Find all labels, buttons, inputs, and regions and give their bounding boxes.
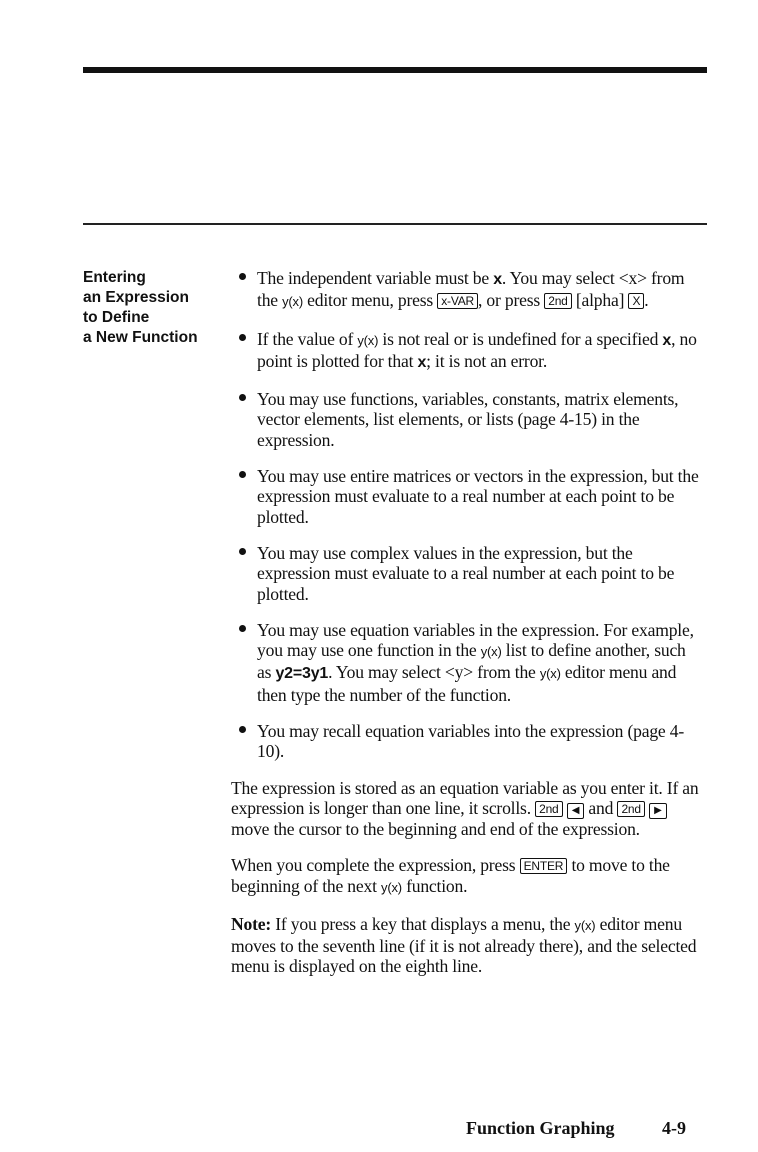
- bullet-item: The independent variable must be x. You may select <x> from the y(x) editor menu, press x-VAR , or press 2nd [alpha] X .: [231, 268, 701, 313]
- section-heading: [83, 268, 223, 348]
- yx-label: y(x): [539, 666, 561, 682]
- variable-x: x: [662, 331, 672, 349]
- note-paragraph: Note: If you press a key that displays a menu, the y(x) editor menu moves to the seventh line (if it is not already there), and the selected menu is displayed on the eighth line.: [231, 913, 697, 977]
- bullet-icon: [239, 471, 246, 478]
- equation-example: y2=3y1: [275, 665, 329, 683]
- 2nd-key: 2nd: [544, 293, 571, 309]
- note-label: Note:: [231, 913, 272, 934]
- footer-title: Function Graphing: [466, 1118, 615, 1138]
- section-rule: [83, 223, 707, 225]
- right-arrow-key-icon: ▶: [649, 803, 667, 819]
- heading-line: an Expression: [83, 289, 189, 306]
- menu-item-x: <x>: [618, 268, 647, 288]
- 2nd-key: 2nd: [617, 801, 644, 817]
- bullet-item: You may use complex values in the expression, but the expression must evaluate to a real number at each point to be plotted.: [231, 543, 701, 604]
- bullet-item: If the value of y(x) is not real or is undefined for a specified x, no point is plotted for that x; it is not an error.: [231, 329, 701, 374]
- page-number: 4-9: [662, 1118, 686, 1138]
- bullet-item: You may recall equation variables into the expression (page 4-10).: [231, 721, 701, 762]
- bullet-icon: [239, 726, 246, 733]
- xvar-key: x-VAR: [437, 293, 478, 309]
- paragraph: When you complete the expression, press ENTER to move to the beginning of the next y(x) function.: [231, 855, 670, 896]
- heading-line: a New Function: [83, 329, 198, 346]
- yx-label: y(x): [357, 332, 379, 348]
- bullet-icon: [239, 548, 246, 555]
- variable-x: x: [417, 353, 427, 371]
- heading-line: Entering: [83, 269, 146, 286]
- paragraph: The expression is stored as an equation variable as you enter it. If an expression is longer than one line, it scrolls. 2nd ◀ and 2nd ▶ move the cursor to the beginning and end of the expression.: [231, 777, 699, 839]
- bullet-item: You may use entire matrices or vectors in the expression, but the expression must evaluate to a real number at each point to be plotted.: [231, 466, 701, 527]
- left-arrow-key-icon: ◀: [567, 803, 585, 819]
- page-footer: [466, 1118, 706, 1139]
- bullet-list: [231, 268, 701, 762]
- top-rule: [83, 67, 707, 73]
- bullet-item: You may use equation variables in the expression. For example, you may use one function in the y(x) list to define another, such as y2=3y1. You may select <y> from the y(x) editor menu and then type the number of the function.: [231, 620, 701, 705]
- variable-x: x: [493, 271, 502, 288]
- bullet-icon: [239, 273, 246, 280]
- enter-key: ENTER: [520, 858, 568, 874]
- yx-label: y(x): [381, 879, 402, 895]
- yx-label: y(x): [574, 917, 596, 933]
- x-key: X: [628, 293, 644, 309]
- bullet-icon: [239, 625, 246, 632]
- heading-line: to Define: [83, 309, 150, 326]
- yx-label: y(x): [282, 294, 303, 310]
- bullet-icon: [239, 334, 246, 341]
- bullet-item: You may use functions, variables, constants, matrix elements, vector elements, list elements, or lists (page 4-15) in the expression.: [231, 389, 701, 450]
- bullet-icon: [239, 394, 246, 401]
- yx-label: y(x): [480, 644, 502, 660]
- 2nd-key: 2nd: [535, 801, 562, 817]
- main-content: [231, 268, 701, 993]
